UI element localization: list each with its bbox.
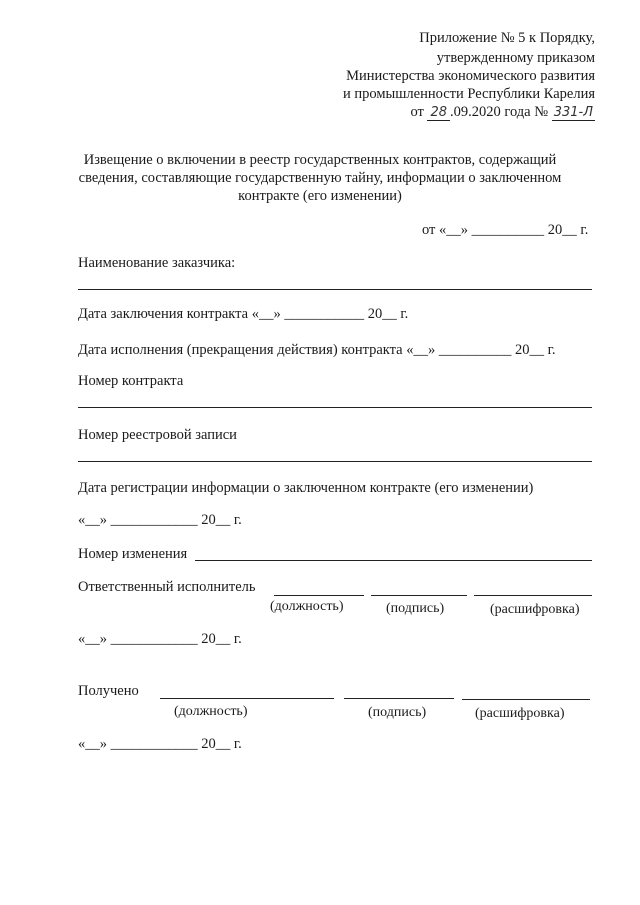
change-number-line[interactable] <box>195 560 592 561</box>
header-number-handwritten: 331-Л <box>553 105 593 120</box>
header-date-prefix: от <box>410 104 424 120</box>
received-label: Получено <box>78 683 139 699</box>
registration-date-label: Дата регистрации информации о заключенном контракте (его изменении) <box>78 480 534 496</box>
change-number-label: Номер изменения <box>78 546 188 562</box>
header-line-2: утвержденному приказом <box>436 50 595 66</box>
received-decoding-line[interactable] <box>462 699 590 700</box>
registry-number-line[interactable] <box>78 461 592 462</box>
received-signature-line[interactable] <box>344 698 454 699</box>
customer-name-line[interactable] <box>78 289 592 290</box>
received-signature-caption: (подпись) <box>368 705 427 720</box>
header-line-4: и промышленности Республики Карелия <box>342 86 595 102</box>
title-line-3: контракте (его изменении) <box>238 188 402 204</box>
responsible-date: «__» ____________ 20__ г. <box>78 631 242 647</box>
responsible-decoding-line[interactable] <box>474 595 592 596</box>
received-position-caption: (должность) <box>174 704 248 719</box>
registry-number-label: Номер реестровой записи <box>78 427 237 443</box>
responsible-signature-caption: (подпись) <box>386 601 445 616</box>
title-line-2: сведения, составляющие государственную тайну, информации о заключенном <box>78 170 562 186</box>
registration-date-value: «__» ____________ 20__ г. <box>78 512 242 528</box>
responsible-decoding-caption: (расшифровка) <box>490 602 580 617</box>
responsible-label: Ответственный исполнитель <box>78 579 256 595</box>
header-date-day-handwritten: 28 <box>427 105 450 121</box>
contract-number-label: Номер контракта <box>78 373 184 389</box>
responsible-position-line[interactable] <box>274 595 364 596</box>
header-line-1: Приложение № 5 к Порядку, <box>419 30 595 46</box>
contract-date-field: Дата заключения контракта «__» ___________ 20__ г. <box>78 306 409 322</box>
contract-number-line[interactable] <box>78 407 592 408</box>
responsible-position-caption: (должность) <box>270 599 344 614</box>
received-decoding-caption: (расшифровка) <box>475 706 565 721</box>
header-date-rest: .09.2020 года № <box>450 104 549 120</box>
responsible-signature-line[interactable] <box>371 595 467 596</box>
received-date: «__» ____________ 20__ г. <box>78 736 242 752</box>
header-line-3: Министерства экономического развития <box>346 68 595 84</box>
header-line-5 <box>410 104 595 121</box>
title-line-1: Извещение о включении в реестр государственных контрактов, содержащий <box>83 152 557 168</box>
customer-name-label: Наименование заказчика: <box>78 255 236 271</box>
document-date: от «__» __________ 20__ г. <box>422 222 589 238</box>
execution-date-field: Дата исполнения (прекращения действия) контракта «__» __________ 20__ г. <box>78 342 556 358</box>
received-position-line[interactable] <box>160 698 334 699</box>
